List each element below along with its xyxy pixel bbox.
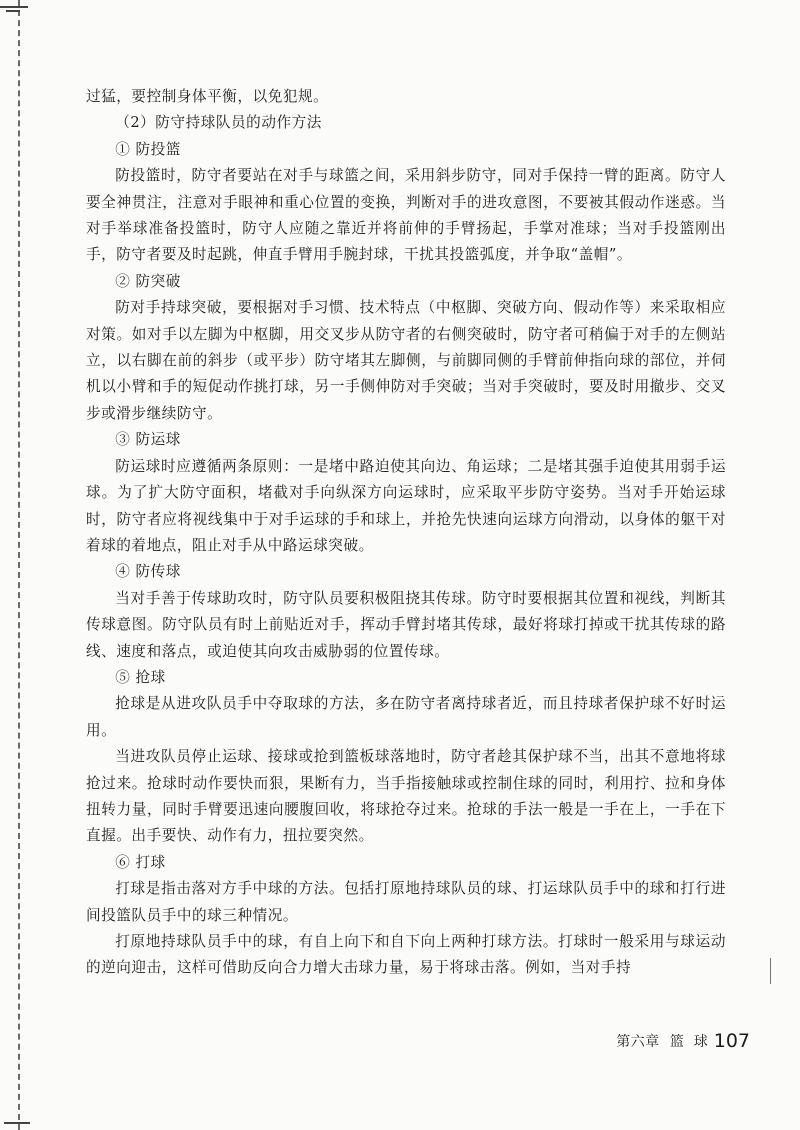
body-paragraph: 抢球是从进攻队员手中夺取球的方法，多在防守者离持球者近，而且持球者保护球不好时运用。 [86, 695, 726, 739]
crop-mark-top [0, 6, 28, 8]
body-paragraph: 过猛，要控制身体平衡，以免犯规。 [86, 88, 329, 105]
margin-mark [770, 958, 771, 984]
body-paragraph: 防对手持球突破，要根据对手习惯、技术特点（中枢脚、突破方向、假动作等）来采取相应对策。如对手以左脚为中枢脚，用交叉步从防守者的右侧突破时，防守者可稍偏于对手的左侧站立，以右脚在前的斜步（或平步）防守堵其左脚侧，与前脚同侧的手臂前伸指向球的部位，并伺机以小臂和手的短促动作挑打球，另一手侧伸防对手突破；当对手突破时，要及时用撤步、交叉步或滑步继续防守。 [86, 299, 726, 422]
page-footer [560, 1030, 750, 1052]
body-paragraph: 防运球时应遵循两条原则：一是堵中路迫使其向边、角运球；二是堵其强手迫使其用弱手运球。为了扩大防守面积，堵截对手向纵深方向运球时，应采取平步防守姿势。当对手开始运球时，防守者应将视线集中于对手运球的手和球上，并抢先快速向运球方向滑动，以身体的躯干对着球的着地点，阻止对手从中路运球突破。 [86, 457, 726, 554]
section-heading: ③ 防运球 [115, 431, 181, 449]
binding-dashed-line [18, 0, 20, 1130]
body-paragraph: 当进攻队员停止运球、接球或抢到篮板球落地时，防守者趁其保护球不当，出其不意地将球抢过来。抢球时动作要快而狠，果断有力，当手指接触球或控制住球的同时，利用拧、拉和身体扭转力量，同时手臂要迅速向腰腹回收，将球抢夺过来。抢球的手法一般是一手在上，一手在下直握。出手要快、动作有力，扭拉要突然。 [86, 748, 726, 845]
footer-title-1: 篮 [669, 1034, 684, 1050]
body-paragraph: 打原地持球队员手中的球，有自上向下和自下向上两种打球方法。打球时一般采用与球运动的逆向迎击，这样可借助反向合力增大击球力量，易于将球击落。例如，当对手持 [86, 933, 726, 977]
section-heading: ④ 防传球 [115, 563, 181, 581]
body-paragraph: 当对手善于传球助攻时，防守队员要积极阻挠其传球。防守时要根据其位置和视线，判断其传球意图。防守队员有时上前贴近对手，挥动手臂封堵其传球，最好将球打掉或干扰其传球的路线、速度和落点，或迫使其向攻击威胁弱的位置传球。 [86, 589, 726, 660]
section-heading: ① 防投篮 [115, 140, 181, 158]
crop-mark-bottom [4, 1122, 30, 1124]
body-paragraph: 防投篮时，防守者要站在对手与球篮之间，采用斜步防守，同对手保持一臂的距离。防守人要全神贯注，注意对手眼神和重心位置的变换，判断对手的进攻意图，不要被其假动作迷惑。当对手举球准备投篮时，防守人应随之靠近并将前伸的手臂扬起，手掌对准球；当对手投篮刚出手，防守者要及时起跳，伸直手臂用手腕封球，干扰其投篮弧度，并争取“盖帽”。 [86, 167, 726, 264]
section-heading: ⑤ 抢球 [115, 668, 166, 686]
section-heading: ② 防突破 [115, 272, 181, 290]
body-paragraph: 打球是指击落对方手中球的方法。包括打原地持球队员的球、打运球队员手中的球和打行进间投篮队员手中的球三种情况。 [86, 880, 726, 924]
section-heading: （2）防守持球队员的动作方法 [115, 114, 322, 132]
page-body [86, 84, 726, 982]
section-heading: ⑥ 打球 [115, 853, 166, 871]
page-number: 107 [713, 1030, 750, 1052]
footer-title-2: 球 [693, 1034, 708, 1050]
crop-mark-top-inner [6, 10, 20, 12]
footer-chapter: 第六章 [616, 1034, 660, 1050]
